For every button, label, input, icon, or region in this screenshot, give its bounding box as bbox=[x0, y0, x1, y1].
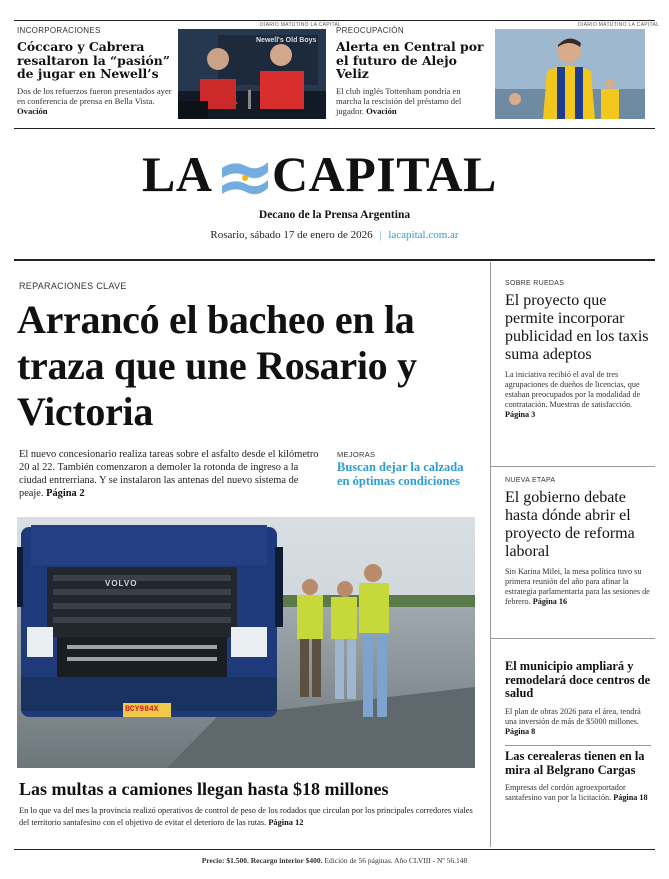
dateline-separator: | bbox=[379, 229, 382, 241]
lead-photo[interactable] bbox=[17, 517, 475, 768]
sidebar-story-2[interactable] bbox=[505, 477, 651, 607]
masthead-logo[interactable] bbox=[142, 146, 528, 202]
teaser-right-body: El club inglés Tottenham pondría en marcha la rescisión del préstamo del jugador. Ovación bbox=[336, 85, 462, 116]
truck-plate: BCY984X bbox=[125, 705, 159, 714]
column-divider bbox=[490, 262, 491, 847]
sidebar-2-headline[interactable]: El gobierno debate hasta dónde abrir el proyecto de reforma laboral bbox=[505, 489, 635, 560]
side-kicker: MEJORAS bbox=[337, 450, 376, 459]
teaser-left-kicker: INCORPORACIONES bbox=[17, 26, 101, 35]
sidebar-story-3[interactable] bbox=[505, 660, 651, 737]
photo-brand-left: DIARIO MATUTINO LA CAPITAL bbox=[260, 22, 342, 28]
photo-story-body: En lo que va del mes la provincia realizó operativos de control de peso de los rodados que circulan por los principales corredores viales del territorio santafesino con el objetivo de evitar el deterioro de las rutas. Página 12 bbox=[19, 806, 473, 827]
sidebar-2-body: Sin Karina Milei, la mesa política tuvo su primera reunión del año para afinar la estrategia parlamentaria para las sesiones de febrero. Página 16 bbox=[505, 567, 650, 606]
teaser-right-kicker: PREOCUPACIÓN bbox=[336, 26, 404, 35]
sidebar-story-1[interactable] bbox=[505, 280, 651, 420]
photo-story-headline[interactable]: Las multas a camiones llegan hasta $18 millones bbox=[19, 779, 389, 799]
photo-story-page-ref[interactable]: Página 12 bbox=[268, 817, 304, 827]
sidebar-story-4[interactable] bbox=[505, 750, 651, 803]
footer bbox=[0, 856, 669, 865]
teaser-left-photo-caption: Newell's Old Boys bbox=[256, 37, 317, 44]
teaser-left-photo[interactable] bbox=[178, 29, 326, 119]
teaser-left-headline[interactable]: Cóccaro y Cabrera resaltaron la “pasión” de jugar en Newell’s bbox=[17, 39, 170, 81]
side-headline[interactable]: Buscan dejar la calzada en óptimas condiciones bbox=[337, 460, 464, 488]
sidebar-rule-3 bbox=[505, 745, 651, 746]
site-link[interactable]: lacapital.com.ar bbox=[388, 229, 459, 241]
sidebar-1-headline[interactable]: El proyecto que permite incorporar publicidad en los taxis suma adeptos bbox=[505, 292, 649, 363]
masthead-name-right: CAPITAL bbox=[272, 146, 497, 202]
sidebar-4-body: Empresas del cordón agroexportador santafesino van por la licitación. Página 18 bbox=[505, 783, 648, 802]
masthead-tagline: Decano de la Prensa Argentina bbox=[258, 209, 411, 221]
sidebar-3-body: El plan de obras 2026 para el área, tendrá una inversión de más de $5000 millones. Página 8 bbox=[505, 706, 641, 736]
lead-headline[interactable]: Arrancó el bacheo en la traza que une Rosario y Victoria bbox=[17, 297, 417, 434]
sidebar-2-kicker: NUEVA ETAPA bbox=[505, 477, 556, 484]
teaser-right[interactable] bbox=[336, 26, 486, 116]
sidebar-1-body: La iniciativa recibió el aval de tres agrupaciones de dueños de licencias, que estaban preocupados por la modalidad de contratación. Muestras de satisfacción. Página 3 bbox=[505, 370, 641, 419]
masthead-bottom-rule bbox=[14, 259, 655, 261]
argentine-flag-icon bbox=[220, 156, 270, 196]
dateline-date: Rosario, sábado 17 de enero de 2026 bbox=[210, 229, 373, 241]
sidebar-1-kicker: SOBRE RUEDAS bbox=[505, 280, 565, 287]
truck-inspection-photo bbox=[17, 517, 475, 768]
footer-rule bbox=[14, 849, 655, 850]
teaser-right-photo[interactable] bbox=[495, 29, 645, 119]
sidebar-rule-2 bbox=[490, 638, 655, 639]
teasers-bottom-rule bbox=[14, 128, 655, 129]
photo-brand-right: DIARIO MATUTINO LA CAPITAL bbox=[578, 22, 660, 28]
footer-price: Precio: $1.500. Recargo interior $400. bbox=[201, 856, 323, 865]
masthead-name-left: LA bbox=[142, 146, 213, 202]
sidebar-rule-1 bbox=[490, 466, 655, 467]
masthead-dateline bbox=[0, 229, 669, 241]
teaser-right-headline[interactable]: Alerta en Central por el futuro de Alejo Veliz bbox=[336, 39, 484, 81]
teaser-left[interactable] bbox=[17, 26, 175, 116]
sidebar-4-headline[interactable]: Las cerealeras tienen en la mira al Belgrano Cargas bbox=[505, 749, 645, 777]
lead-body: El nuevo concesionario realiza tareas sobre el asfalto desde el kilómetro 20 al 22. También comenzaron a demoler la rotonda de ingreso a la ciudad entrerriana. Y se instalaron las antenas del nuevo sistema de peaje. Página 2 bbox=[19, 449, 319, 499]
lead-page-ref[interactable]: Página 2 bbox=[46, 488, 85, 499]
player-photo bbox=[495, 29, 645, 119]
teaser-left-body: Dos de los refuerzos fueron presentados ayer en conferencia de prensa en Bella Vista. Ovación bbox=[17, 85, 172, 116]
top-rule bbox=[14, 20, 655, 21]
lead-kicker: REPARACIONES CLAVE bbox=[19, 281, 127, 291]
footer-edition: Edición de 56 páginas. Año CLVIII - Nº 56.148 bbox=[324, 856, 468, 865]
truck-brand: VOLVO bbox=[105, 579, 138, 588]
sidebar-3-headline[interactable]: El municipio ampliará y remodelará doce centros de salud bbox=[505, 659, 651, 700]
